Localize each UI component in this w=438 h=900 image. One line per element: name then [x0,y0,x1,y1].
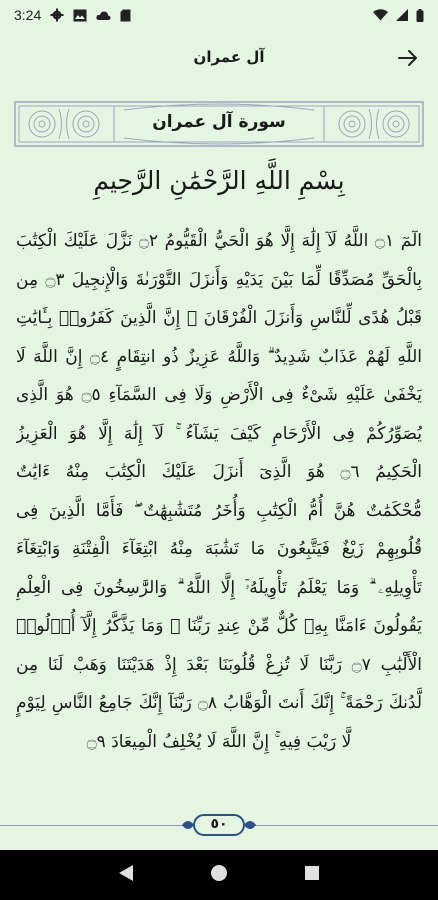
status-left [14,7,131,23]
system-nav-bar [0,850,438,900]
page-number-badge [180,813,258,837]
wifi-icon [373,9,388,21]
text-line: يُصَوِّرُكُمْ فِى الْأَرْحَامِ كَيْفَ يَشَآءُ ۚ لَآ إِلَٰهَ إِلَّا هُوَ الْعَزِيزُ [16,423,422,444]
page-number: ٥٠ [210,816,228,832]
surah-header [14,101,424,147]
battery-icon [416,9,424,22]
page-footer [0,812,438,840]
text-line: لَّدُنكَ رَحْمَةً ۚ إِنَّكَ أَنتَ الْوَهَّابُ ۝٨ رَبَّنَآ إِنَّكَ جَامِعُ النَّاسِ لِيَوْمٍ [16,693,422,713]
basmala: بِسْمِ اللَّهِ الرَّحْمَٰنِ الرَّحِيمِ [93,166,345,195]
app-title: آل عمران [193,48,265,66]
text-line: قَبْلُ هُدًى لِّلنَّاسِ وَأَنزَلَ الْفُرْقَانَ ۗ إِنَّ الَّذِينَ كَفَرُوا۟ بِـَٔايَٰتِ [16,308,422,328]
signal-icon [396,9,408,21]
quran-page-text [16,222,422,761]
back-triangle-icon [118,864,134,886]
surah-name: سورة آل عمران [152,112,286,132]
text-line: الْأَلْبَٰبِ ۝٧ رَبَّنَا لَا تُزِغْ قُلُوبَنَا بَعْدَ إِذْ هَدَيْتَنَا وَهَبْ لَنَا مِن [16,654,422,675]
arrow-right-icon [398,50,418,70]
text-line: قُلُوبِهِمْ زَيْغٌ فَيَتَّبِعُونَ مَا تَشَٰبَهَ مِنْهُ ابْتِغَآءَ الْفِتْنَةِ وَابْتِغَآءَ [16,539,422,559]
text-line: يَقُولُونَ ءَامَنَّا بِهِۦ كُلٌّ مِّنْ عِندِ رَبِّنَا ۗ وَمَا يَذَّكَّرُ إِلَّآ أُو۟لُوا۟ [16,616,422,636]
settings-icon [50,8,64,22]
text-line: تَأْوِيلِهِۦ ۗ وَمَا يَعْلَمُ تَأْوِيلَهُۥٓ إِلَّا اللَّهُ ۗ وَالرَّٰسِخُونَ فِى الْعِلْمِ [16,577,422,598]
nav-back-button[interactable] [112,861,140,889]
text-line: لَّا رَيْبَ فِيهِ ۚ إِنَّ اللَّهَ لَا يُخْلِفُ الْمِيعَادَ ۝٩ [86,731,352,752]
home-circle-icon [210,864,228,886]
text-line: الْحَكِيمُ ۝٦ هُوَ الَّذِىٓ أَنزَلَ عَلَيْكَ الْكِتَٰبَ مِنْهُ ءَايَٰتٌ [16,462,422,482]
status-time: 3:24 [14,7,42,23]
status-bar [0,0,438,30]
text-line: الٓمٓ ۝١ اللَّهُ لَآ إِلَٰهَ إِلَّا هُوَ الْحَيُّ الْقَيُّومُ ۝٢ نَزَّلَ عَلَيْكَ الْكِتَٰبَ [16,231,422,251]
text-line: يَخْفَىٰ عَلَيْهِ شَىْءٌ فِى الْأَرْضِ وَلَا فِى السَّمَآءِ ۝٥ هُوَ الَّذِى [16,385,422,405]
sd-card-icon [120,9,131,22]
text-line: اللَّهِ لَهُمْ عَذَابٌ شَدِيدٌ ۗ وَاللَّهُ عَزِيزٌ ذُو انتِقَامٍ ۝٤ إِنَّ اللَّهَ لَا [16,346,422,367]
nav-home-button[interactable] [205,861,233,889]
back-button[interactable] [394,46,422,74]
text-line: بِالْحَقِّ مُصَدِّقًا لِّمَا بَيْنَ يَدَيْهِ وَأَنزَلَ التَّوْرَىٰةَ وَالْإِنجِيلَ ۝٣ مِن [16,269,422,290]
status-right [373,9,424,22]
text-line: مُّحْكَمَٰتٌ هُنَّ أُمُّ الْكِتَٰبِ وَأُخَرُ مُتَشَٰبِهَٰتٌ ۖ فَأَمَّا الَّذِينَ فِى [16,500,422,521]
app-bar [0,30,438,90]
cloud-icon [96,10,111,21]
recents-square-icon [304,865,320,885]
nav-recents-button[interactable] [298,861,326,889]
image-icon [73,9,87,22]
